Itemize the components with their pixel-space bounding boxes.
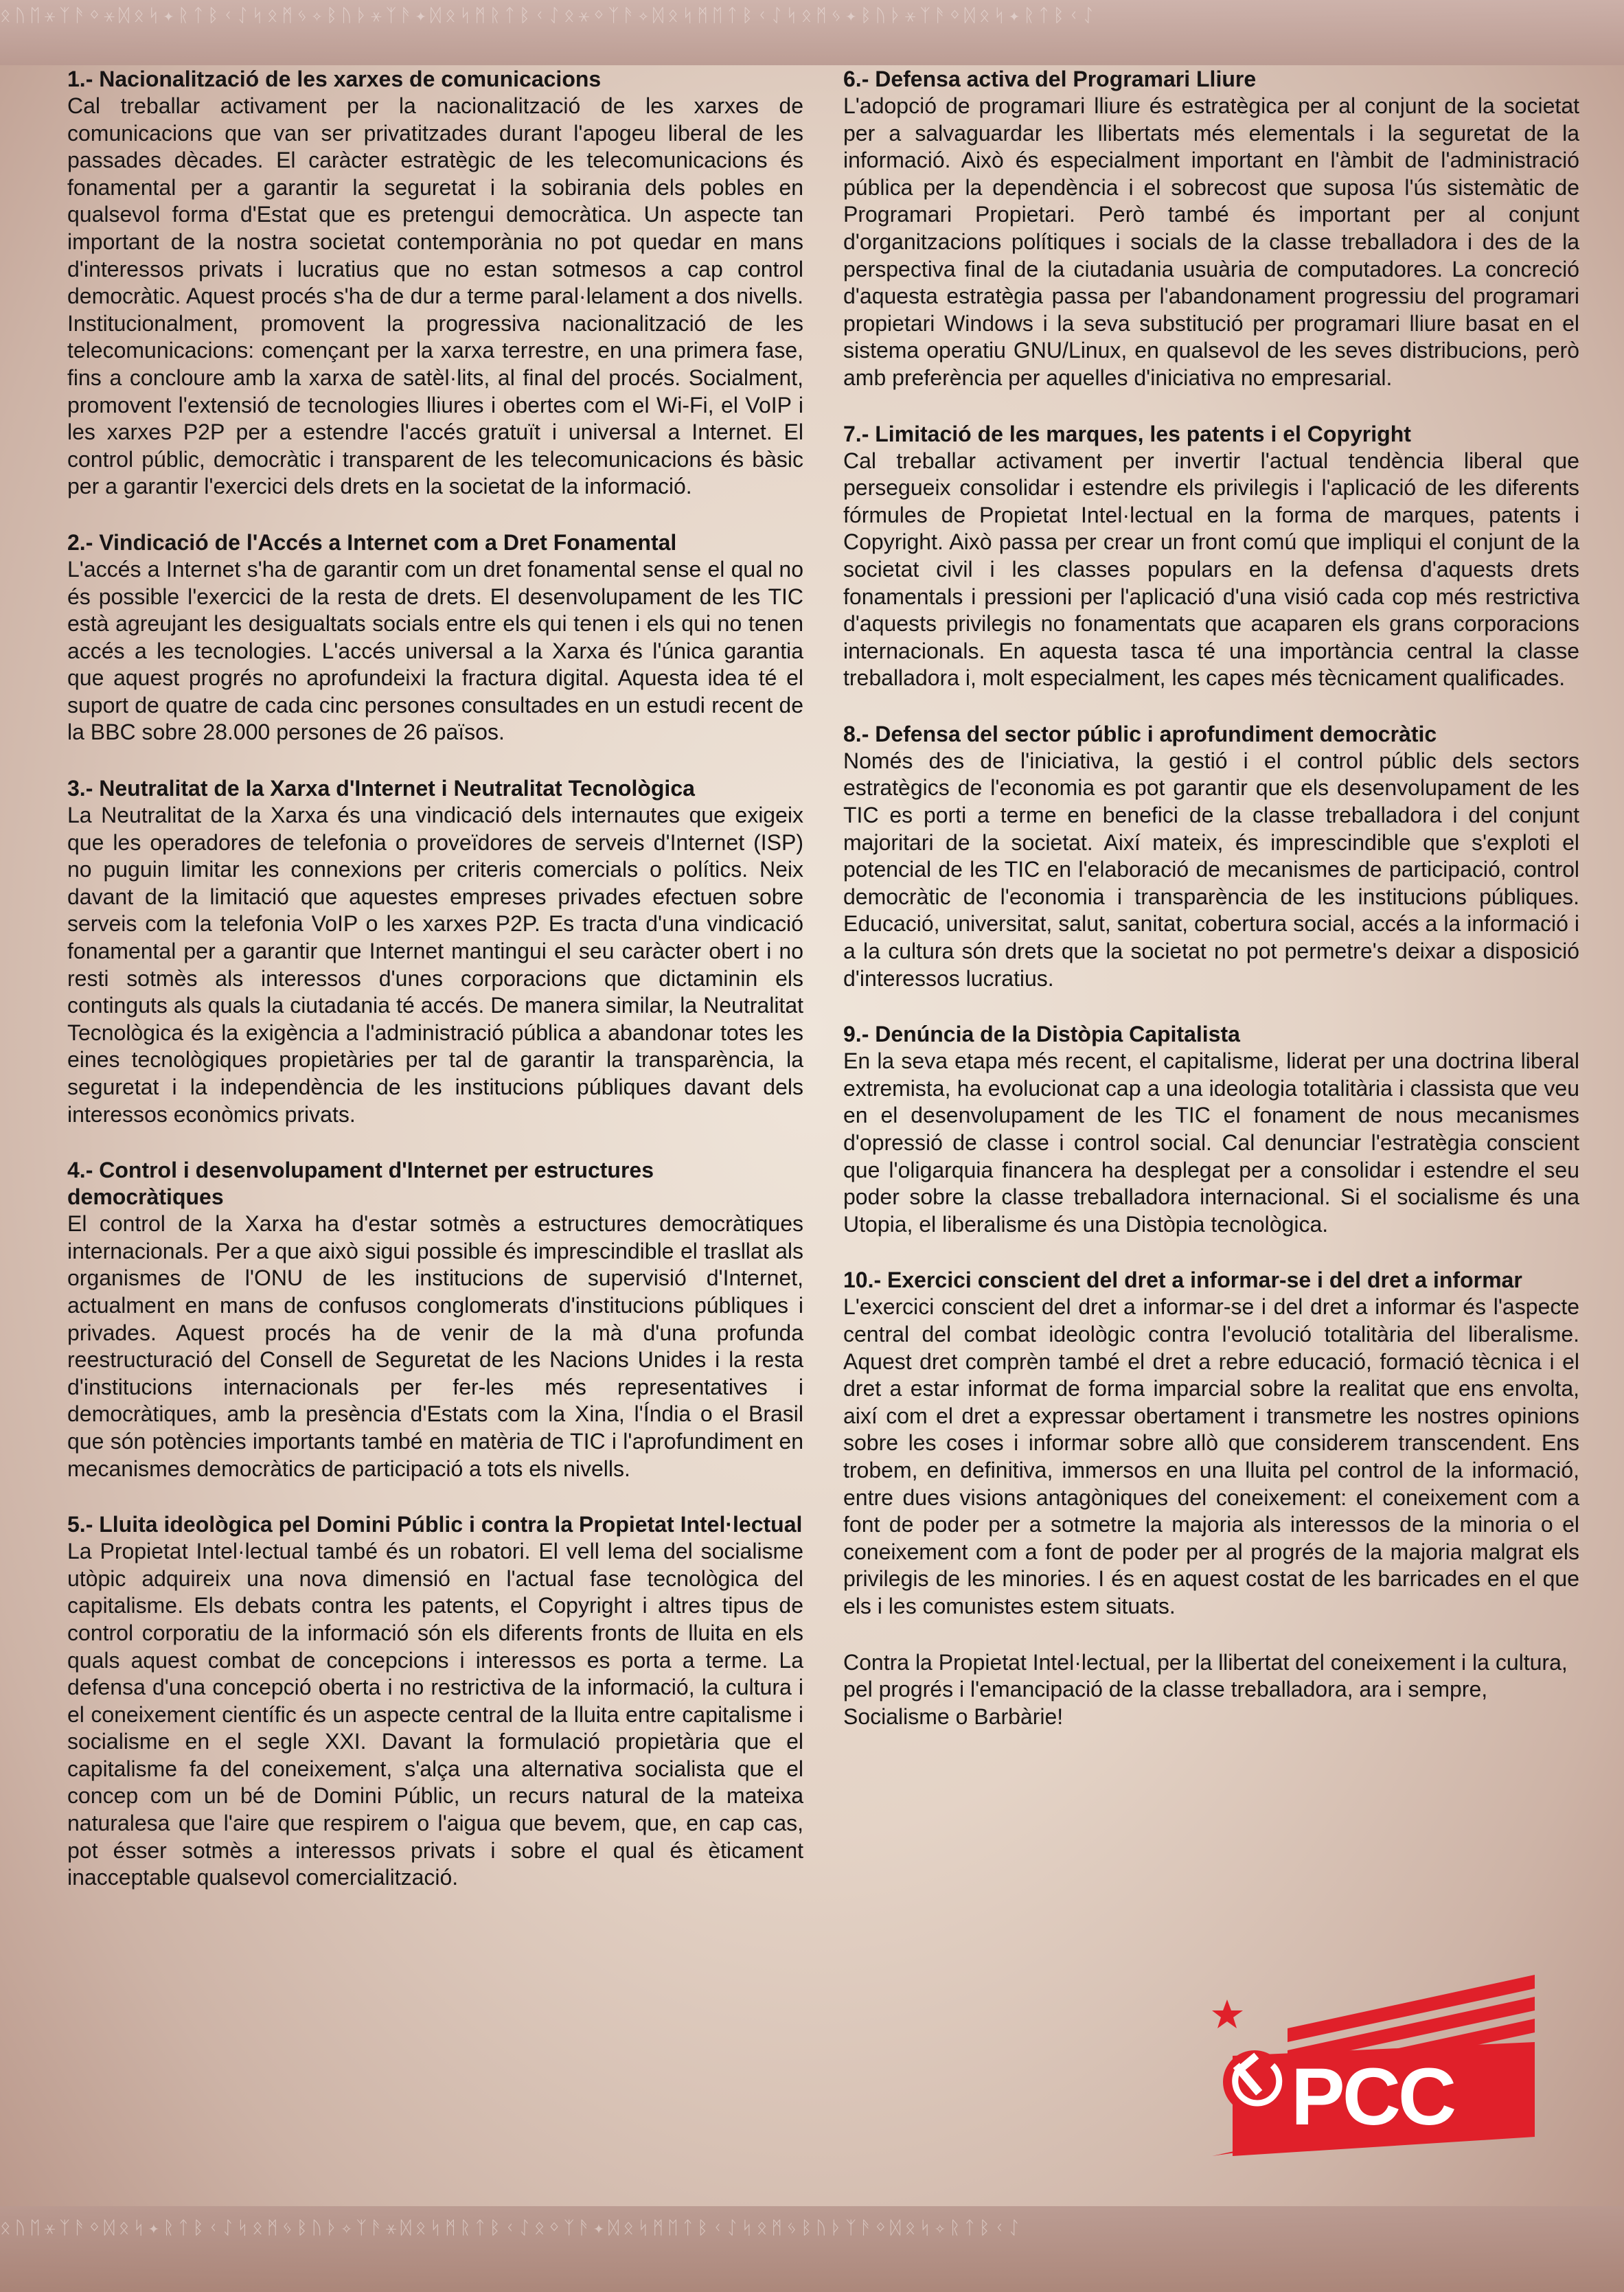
section-3-body: La Neutralitat de la Xarxa és una vindicació dels internautes que exigeix que les operadores de telefonia o proveïdores de serveis d'Internet (ISP) no puguin limitar les connexions per criteris comercials o polítics. Neix davant de la limitació que aquestes empreses privades efectuen sobre serveis com la telefonia VoIP o les xarxes P2P. Es tracta d'una vindicació fonamental per a garantir que Internet mantingui el seu caràcter obert i no resti sotmès als interessos d'unes corporacions que dictaminin els continguts als quals la ciutadania té accés. De manera similar, la Neutralitat Tecnològica és la exigència a l'administració pública a abandonar totes les eines tecnològiques propietàries per tal de garantir la transparència, la seguretat i la independència de les institucions públiques davant dels interessos econòmics privats. <box>67 803 803 1127</box>
section-4-body: El control de la Xarxa ha d'estar sotmès a estructures democràtiques internacionals. Per a que això sigui possible és imprescindible el trasllat als organismes de l'ONU de les institucions de supervisió d'Internet, actualment en mans de confusos conglomerats d'institucions públiques i privades. Aquest procés ha de venir de la mà d'una profunda reestructuració del Consell de Seguretat de les Nacions Unides i la resta d'institucions internacionals per fer-les més representatives i democràtiques, amb la presència d'Estats com la Xina, l'Índia o el Brasil que són potències importants també en matèria de TIC i l'aprofundiment en mecanismes democràtics de participació a tots els nivells. <box>67 1211 803 1481</box>
top-glyph-strip: ᛟᚢᛖ⚹ᛉᚫᛜ⚹ᛞᛟᛋ✦ᚱᛏᛒᚲᛇᛋᛟᛗᛃ✧ᛒᚢᚦ⚹ᛉᚫ✦ᛞᛟᛋᛗᚱᛏᛒᚲᛇᛟ⚹ᛜᛉᚫ✧ᛞᛟᛋᛗᛖᛏᛒᚲᛇᛋᛟᛗᛃ✦ᛒᚢᚦ⚹ᛉᚫᛜᛞᛟᛋ✦ᚱᛏᛒᚲᛇ <box>0 5 1098 26</box>
section-4 <box>67 1157 803 1482</box>
section-9-body: En la seva etapa més recent, el capitalisme, liderat per una doctrina liberal extremista, ha evolucionat cap a una ideologia totalitària i classista que veu en el desenvolupament de les TIC el fonament de nous mecanismes d'opressió de classe i control social. Cal denunciar l'estratègia conscient que l'oligarquia financera ha desplegat per a consolidar i estendre el seu poder sobre la classe treballadora internacional. Si el socialisme és una Utopia, el liberalisme és una Distòpia tecnològica. <box>843 1048 1579 1237</box>
section-8-title: 8.- Defensa del sector públic i aprofundiment democràtic <box>843 721 1437 746</box>
section-10-title: 10.- Exercici conscient del dret a informar-se i del dret a informar <box>843 1268 1522 1293</box>
section-3 <box>67 775 803 1128</box>
section-8-body: Només des de l'iniciativa, la gestió i el control públic dels sectors estratègics de l'economia es pot garantir que els desenvolupament de les TIC es porti a terme en benefici de la classe treballadora i del conjunt majoritari de la societat. Així mateix, és imprescindible que s'exploti el potencial de les TIC en l'elaboració de mecanismes de participació, control democràtic de l'economia i transparència de les institucions públiques. Educació, universitat, salut, sanitat, cobertura social, accés a la informació i a la cultura són drets que la societat no pot permetre's deixar a disposició d'interessos lucratius. <box>843 748 1579 991</box>
section-5 <box>67 1511 803 1892</box>
section-2-body: L'accés a Internet s'ha de garantir com un dret fonamental sense el qual no és possible l'exercici de la resta de drets. El desenvolupament de les TIC està agreujant les desigualtats socials entre els qui tenen i els qui no tenen accés a les tecnologies. L'accés universal a la Xarxa és l'única garantia que aquest progrés no aprofundeixi la fractura digital. Aquesta idea té el suport de quatre de cada cinc persones consultades en un estudi recent de la BBC sobre 28.000 persones de 26 països. <box>67 556 803 745</box>
section-10-body: L'exercici conscient del dret a informar-se i del dret a informar és l'aspecte central del combat ideològic contra l'evolució totalitària del liberalisme. Aquest dret comprèn també el dret a rebre educació, formació tècnica i el dret a estar informat de forma imparcial sobre la realitat que ens envolta, així com el dret a expressar obertament i transmetre les nostres opinions sobre les coses i informar sobre allò que considerem transcendent. Ens trobem, en definitiva, immersos en una lluita pel control de la informació, entre dues visions antagòniques del coneixement: el coneixement com a font de poder per a sotmetre la majoria als interessos de la minoria o el coneixement com a font de poder per al progrés de la majoria malgrat els privilegis de les minories. I és en aquest costat de les barricades en el que els i les comunistes estem situats. <box>843 1294 1579 1618</box>
section-6-title: 6.- Defensa activa del Programari Lliure <box>843 67 1257 91</box>
section-7-body: Cal treballar activament per invertir l'actual tendència liberal que persegueix consolidar i estendre els privilegis i l'aplicació de les diferents fórmules de Propietat Intel·lectual en la forma de marques, patents i Copyright. Això passa per crear un front comú que impliqui el conjunt de la societat civil i les classes populars en la defensa d'aquests drets fonamentals i pressioni per l'aplicació d'una visió cada cop més restrictiva d'aquests privilegis no fonamentats que acaparen els grans corporacions internacionals. En aquesta tasca té una importància central la classe treballadora i, molt especialment, les capes més tècnicament qualificades. <box>843 448 1579 691</box>
section-1-body: Cal treballar activament per la nacionalització de les xarxes de comunicacions que van ser privatitzades durant l'apogeu liberal de les passades dècades. El caràcter estratègic de les telecomunicacions és fonamental per a garantir la seguretat i la sobirania dels pobles en qualsevol forma d'Estat que es pretengui democràtica. Un aspecte tan important de la nostra societat contemporània no pot quedar en mans d'interessos privats i lucratius que no estan sotmesos a cap control democràtic. Aquest procés s'ha de dur a terme paral·lelament a dos nivells. Institucionalment, promovent la progressiva nacionalització de les telecomunicacions: començant per la xarxa terrestre, en una primera fase, fins a concloure amb la xarxa de satèl·lits, al final del procés. Socialment, promovent l'extensió de tecnologies lliures i obertes com el Wi-Fi, el VoIP i les xarxes P2P per a estendre l'accés gratuït i universal a Internet. El control públic, democràtic i transparent de les telecomunicacions és bàsic per a garantir l'exercici dels drets en la societat de la informació. <box>67 93 803 499</box>
section-6 <box>843 66 1579 392</box>
section-1-title: 1.- Nacionalització de les xarxes de comunicacions <box>67 67 602 91</box>
section-1 <box>67 66 803 501</box>
right-column <box>843 66 1579 1730</box>
section-3-title: 3.- Neutralitat de la Xarxa d'Internet i Neutralitat Tecnològica <box>67 776 695 801</box>
logo-text: PCC <box>1291 2052 1454 2142</box>
section-5-body: La Propietat Intel·lectual també és un robatori. El vell lema del socialisme utòpic adquireix una nova dimensió en l'actual fase tecnològica del capitalisme. Els debats contra les patents, el Copyright i altres tipus de control corporatiu de la informació són els diferents fronts de lluita en els quals aquest combat de concepcions i interessos es porta a terme. La defensa d'una concepció oberta i no restrictiva de la informació, la cultura i el coneixement científic és un aspecte central de la lluita entre capitalisme i socialisme en el segle XXI. Davant la formulació propietària que el capitalisme fa del coneixement, s'alça una alternativa socialista que el concep com un bé de Domini Públic, un recurs natural de la mateixa naturalesa que l'aire que respirem o l'aigua que bevem, que, en cap cas, pot ésser sotmès a interessos privats i sobre el qual és èticament inacceptable qualsevol comercialització. <box>67 1539 803 1890</box>
section-4-title: 4.- Control i desenvolupament d'Internet per estructures democràtiques <box>67 1158 654 1210</box>
section-5-title: 5.- Lluita ideològica pel Domini Públic i contra la Propietat Intel·lectual <box>67 1512 803 1537</box>
section-8 <box>843 721 1579 992</box>
section-2 <box>67 529 803 746</box>
closing-slogan: Contra la Propietat Intel·lectual, per la llibertat del coneixement i la cultura, pel progrés i l'emancipació de la classe treballadora, ara i sempre, Socialisme o Barbàrie! <box>843 1649 1568 1729</box>
section-10 <box>843 1267 1579 1620</box>
section-2-title: 2.- Vindicació de l'Accés a Internet com a Dret Fonamental <box>67 529 677 555</box>
section-9 <box>843 1021 1579 1238</box>
section-7-title: 7.- Limitació de les marques, les patents i el Copyright <box>843 421 1411 446</box>
left-column <box>67 66 803 1921</box>
section-6-body: L'adopció de programari lliure és estratègica per al conjunt de la societat per a salvaguardar les llibertats més elementals i la seguretat de la informació. Això és especialment important en l'àmbit de l'administració pública per la dependència i el sobrecost que suposa l'ús sistemàtic de Programari Propietari. Però també és important per al conjunt d'organitzacions polítiques i socials de la classe treballadora i des de la perspectiva final de la ciutadania usuària de computadores. La concreció d'aquesta estratègia passa per l'abandonament progressiu del programari propietari Windows i la seva substitució per programari lliure basat en el sistema operatiu GNU/Linux, en qualsevol de les seves distribucions, però amb preferència per aquelles d'iniciativa no empresarial. <box>843 93 1579 390</box>
section-7 <box>843 421 1579 692</box>
pcc-logo <box>1212 1965 1535 2156</box>
bottom-glyph-strip: ᛟᚢᛖ⚹ᛉᚫᛜᛞᛟᛋ✦ᚱᛏᛒᚲᛇᛋᛟᛗᛃᛒᚢᚦ✧ᛉᚫ⚹ᛞᛟᛋᛗᚱᛏᛒᚲᛇᛟᛜᛉᚫ✦ᛞᛟᛋᛗᛖᛏᛒᚲᛇᛋᛟᛗᛃᛒᚢᚦᛉᚫᛜᛞᛟᛋ✧ᚱᛏᛒᚲᛇ <box>0 2218 1024 2238</box>
section-9-title: 9.- Denúncia de la Distòpia Capitalista <box>843 1022 1240 1047</box>
